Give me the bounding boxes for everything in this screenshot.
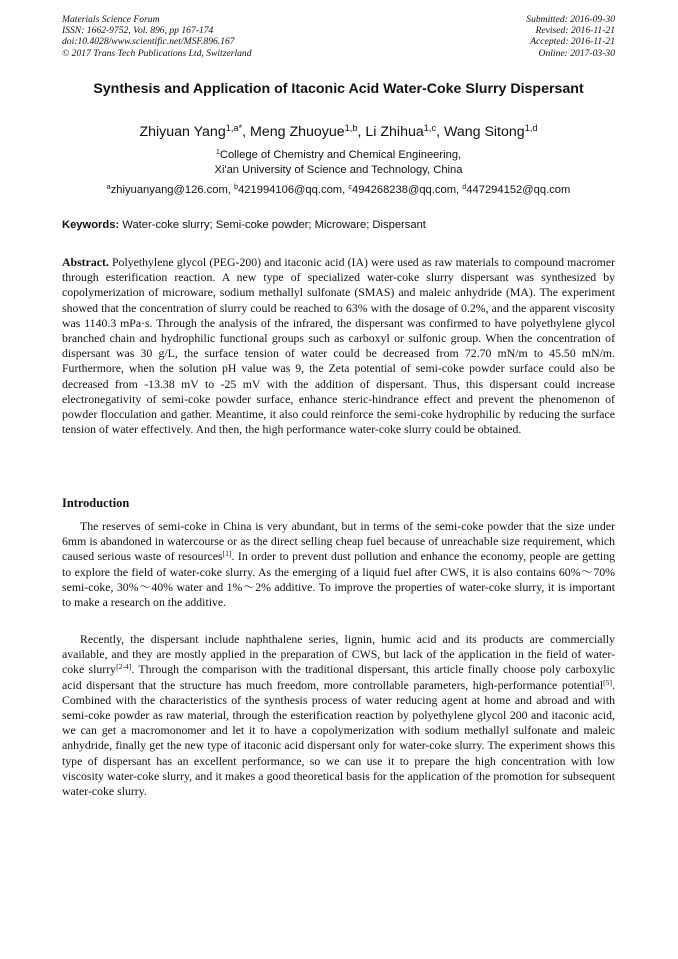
email-list: $^a$zhiyuanyang@126.com, $^b$421994106@qq.com, $^c$494268238@qq.com, $^d$447294152@qq.com: [106, 182, 571, 196]
online-date: Online: 2017-03-30: [538, 47, 615, 59]
email-address: 421994106@qq.com: [238, 184, 343, 196]
affiliation-mark: 1: [215, 147, 220, 156]
citation: [2-4]: [116, 662, 132, 672]
author-name: Wang Sitong: [443, 124, 525, 140]
paragraph-text: . Combined with the characteristics of the synthesis process of water reducing agent at home and abroad and with semi-coke powder as raw material, through the esterification reaction by polyethylene glycol 200 and itaconic acid, we can get a macromonomer and let it to have a copolymerization with sodium methallyl sulfonate and maleic anhydride, finally get the new type of itaconic acid dispersant only for water-coke slurry. The experiment shows this type of dispersant has an excellent performance, so we can use it to prepare the high concentration with low viscosity water-coke slurry, and it makes a good theoretical basis for the application of the promotion for subsequent water-coke slurry.: [62, 677, 615, 799]
paragraph-text: The reserves of semi-coke in China is very abundant, but in terms of the semi-coke powder that the size under 6mm is abandoned in watercourse or as the direct selling cheap fuel because of unreachable size requirement, which caused serious waste of resources: [62, 519, 615, 564]
author-affil-mark: 1,b: [344, 122, 358, 133]
abstract-text: Polyethylene glycol (PEG-200) and itaconic acid (IA) were used as raw materials to compound macromer through esterification reaction. A new type of specialized water-coke slurry dispersant was synthesized by copolymerization of microware, sodium methallyl sulfonate (SMAS) and maleic anhydride (MA). The experiment showed that the concentration of slurry could be reached to 63% with the dosage of 0.2%, and the apparent viscosity was 1140.3 mPa·s. Through the analysis of the infrared, the dispersant was confirmed to have polyethylene glycol branched chain and hydrophilic functional groups such as carboxyl or sulfonic group. When the concentration of dispersant was 30 g/L, the surface tension of water could be decreased from 72.70 mN/m to 45.50 mN/m. Furthermore, when the solution pH value was 9, the Zeta potential of semi-coke powder surface could also be decreased from -13.38 mV to -25 mV with the addition of dispersant. Thus, this dispersant could increase electronegativity of semi-coke powder surface, enhance steric-hindrance effect and prevent the phenomenon of powder flocculation and gather. Meantime, it also could reinforce the semi-coke hydrophilic by reducing the surface tension of water effectively. And then, the high performance water-coke slurry could be obtained.: [62, 255, 615, 437]
revised-date: Revised: 2016-11-21: [535, 25, 615, 37]
author-affil-mark: 1,c: [423, 122, 437, 133]
author-name: Meng Zhuoyue: [250, 124, 345, 140]
dates-info: [526, 14, 615, 59]
journal-name: Materials Science Forum: [62, 14, 160, 25]
author-name: Zhiyuan Yang: [139, 124, 226, 140]
abstract: [62, 255, 615, 437]
email-mark: d: [462, 182, 467, 191]
email-address: zhiyuanyang@126.com: [110, 184, 228, 196]
paragraph-text: . Through the comparison with the traditional dispersant, this article finally choose poly carboxylic acid dispersant that the structure has much freedom, more controllable parameters, high-performance potential: [62, 662, 615, 692]
paragraph-text: . In order to prevent dust pollution and enhance the economy, people are getting to explore the field of water-coke slurry. As the emerging of a liquid fuel after CWS, it is also contains 60%～70% semi-coke, 30%～40% water and 1%～2% additive. To improve the properties of water-coke slurry, it is important to make a research on the additive.: [62, 549, 615, 610]
doi-line: doi:10.4028/www.scientific.net/MSF.896.167: [62, 36, 235, 48]
paper-title: Synthesis and Application of Itaconic Acid Water-Coke Slurry Dispersant: [93, 81, 584, 97]
author-affil-mark: 1,d: [524, 122, 538, 133]
email-address: 447294152@qq.com: [466, 184, 571, 196]
email-address: 494268238@qq.com: [351, 184, 457, 196]
email-mark: c: [348, 182, 352, 191]
intro-paragraph-2: [62, 632, 615, 799]
email-mark: a: [106, 182, 111, 191]
copyright-line: © 2017 Trans Tech Publications Ltd, Switzerland: [62, 47, 252, 59]
affiliation: [62, 148, 615, 177]
author-affil-mark: 1,a*: [225, 122, 243, 133]
section-heading-introduction: Introduction: [62, 496, 130, 510]
affiliation-line: Xi'an University of Science and Technology, China: [214, 163, 463, 176]
accepted-date: Accepted: 2016-11-21: [530, 36, 615, 48]
keywords-label: Keywords:: [62, 219, 120, 231]
keywords-text: Water-coke slurry; Semi-coke powder; Microware; Dispersant: [119, 219, 426, 231]
citation: [5]: [603, 677, 613, 687]
author-name: Li Zhihua: [365, 124, 424, 140]
author-list: Zhiyuan Yang$^{1,a*}$, Meng Zhuoyue$^{1,b}$, Li Zhihua$^{1,c}$, Wang Sitong$^{1,d}$: [139, 122, 538, 140]
paragraph-text: Recently, the dispersant include naphthalene series, lignin, humic acid and its products are commercially available, and they are mostly applied in the preparation of CWS, but lack of the application in the field of water-coke slurry: [62, 632, 615, 677]
affiliation-line: College of Chemistry and Chemical Engineering,: [219, 149, 462, 161]
issn-line: ISSN: 1662-9752, Vol. 896, pp 167-174: [62, 25, 214, 37]
email-mark: b: [234, 182, 239, 191]
abstract-label: Abstract.: [62, 255, 109, 269]
citation: [1]: [222, 549, 232, 559]
keywords: [62, 218, 615, 232]
submitted-date: Submitted: 2016-09-30: [526, 14, 615, 25]
intro-paragraph-1: [62, 519, 615, 610]
journal-info: [62, 14, 252, 59]
